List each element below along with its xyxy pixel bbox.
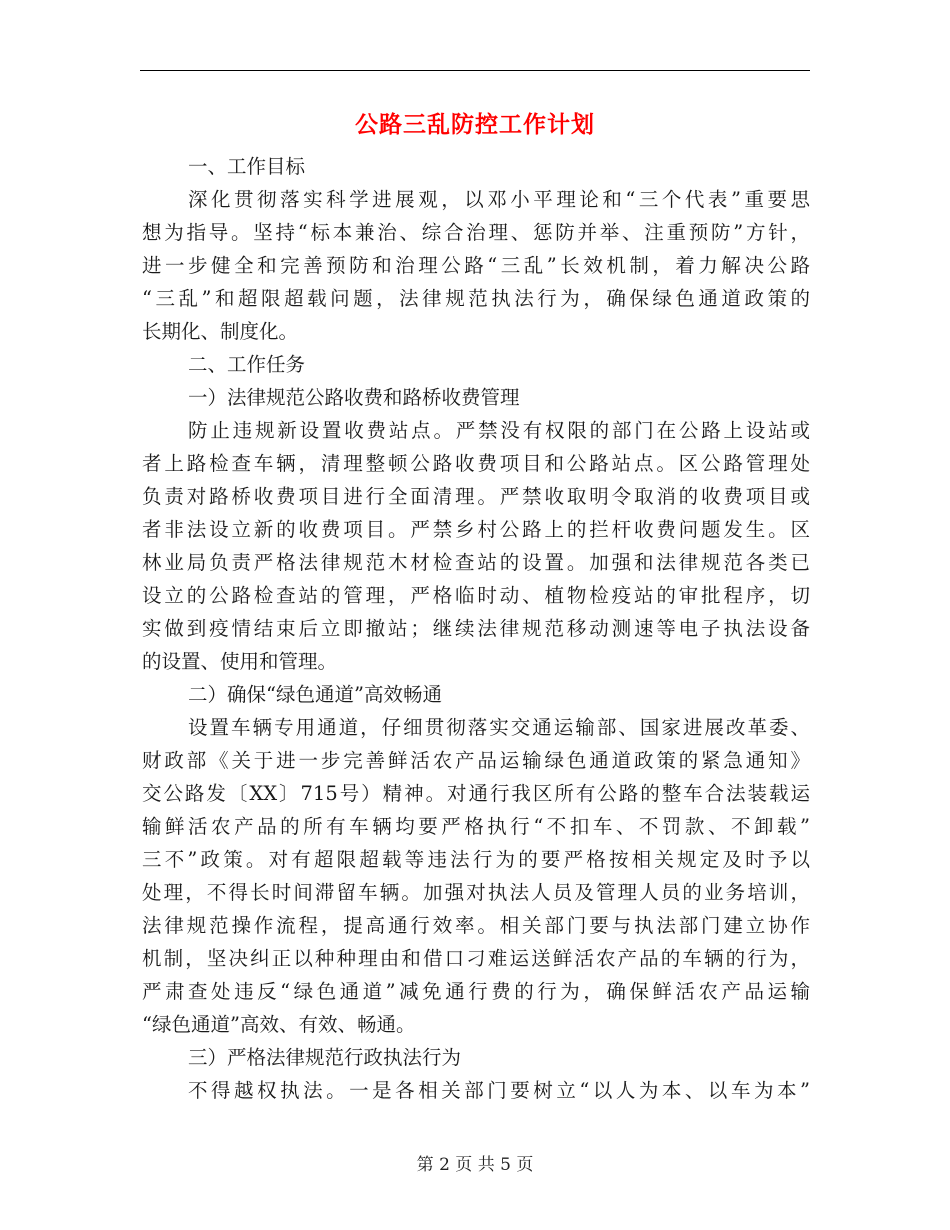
text-line: 想为指导。坚持“标本兼治、综合治理、惩防并举、注重预防”方针，	[142, 221, 810, 244]
text-line: 机制，坚决纠正以种种理由和借口刁难运送鲜活农产品的车辆的行为，	[142, 947, 810, 970]
text-line: 二）确保“绿色通道”高效畅通	[188, 683, 442, 706]
text-line: 的设置、使用和管理。	[142, 650, 338, 673]
text-line: 者上路检查车辆，清理整顿公路收费项目和公路站点。区公路管理处	[142, 452, 810, 475]
text-line: 一、工作目标	[188, 155, 306, 178]
text-line: 三）严格法律规范行政执法行为	[188, 1046, 462, 1069]
page-footer: 第 2 页 共 5 页	[416, 1155, 534, 1175]
text-line: 严肃查处违反“绿色通道”减免通行费的行为，确保鲜活农产品运输	[142, 980, 810, 1003]
text-line: 防止违规新设置收费站点。严禁没有权限的部门在公路上设站或	[188, 419, 810, 442]
text-line: 者非法设立新的收费项目。严禁乡村公路上的拦杆收费问题发生。区	[142, 518, 810, 541]
text-line: 法律规范操作流程，提高通行效率。相关部门要与执法部门建立协作	[142, 914, 810, 937]
text-line: 一）法律规范公路收费和路桥收费管理	[188, 386, 520, 409]
text-line: 长期化、制度化。	[142, 320, 299, 343]
header-rule	[140, 70, 810, 71]
text-line: 处理，不得长时间滞留车辆。加强对执法人员及管理人员的业务培训，	[142, 881, 810, 904]
document-body	[142, 150, 810, 1107]
text-line: 深化贯彻落实科学进展观，以邓小平理论和“三个代表”重要思	[188, 188, 810, 211]
text-line: 财政部《关于进一步完善鲜活农产品运输绿色通道政策的紧急通知》	[142, 749, 810, 772]
text-line: “绿色通道”高效、有效、畅通。	[142, 1013, 416, 1036]
text-line: 实做到疫情结束后立即撤站；继续法律规范移动测速等电子执法设备	[142, 617, 810, 640]
text-line: 负责对路桥收费项目进行全面清理。严禁收取明令取消的收费项目或	[142, 485, 810, 508]
text-line: 林业局负责严格法律规范木材检查站的设置。加强和法律规范各类已	[142, 551, 810, 574]
document-title: 公路三乱防控工作计划	[355, 111, 595, 138]
text-line: 交公路发〔XX〕715号）精神。对通行我区所有公路的整车合法装载运	[142, 782, 810, 805]
text-line: 不得越权执法。一是各相关部门要树立“以人为本、以车为本”	[188, 1079, 810, 1102]
text-line: 设置车辆专用通道，仔细贯彻落实交通运输部、国家进展改革委、	[188, 716, 810, 739]
text-line: 设立的公路检查站的管理，严格临时动、植物检疫站的审批程序，切	[142, 584, 810, 607]
text-line: 进一步健全和完善预防和治理公路“三乱”长效机制，着力解决公路	[142, 254, 810, 277]
text-line: “三乱”和超限超载问题，法律规范执法行为，确保绿色通道政策的	[142, 287, 810, 310]
text-line: 二、工作任务	[188, 353, 306, 376]
text-line: 三不”政策。对有超限超载等违法行为的要严格按相关规定及时予以	[142, 848, 810, 871]
text-line: 输鲜活农产品的所有车辆均要严格执行“不扣车、不罚款、不卸载”	[142, 815, 810, 838]
